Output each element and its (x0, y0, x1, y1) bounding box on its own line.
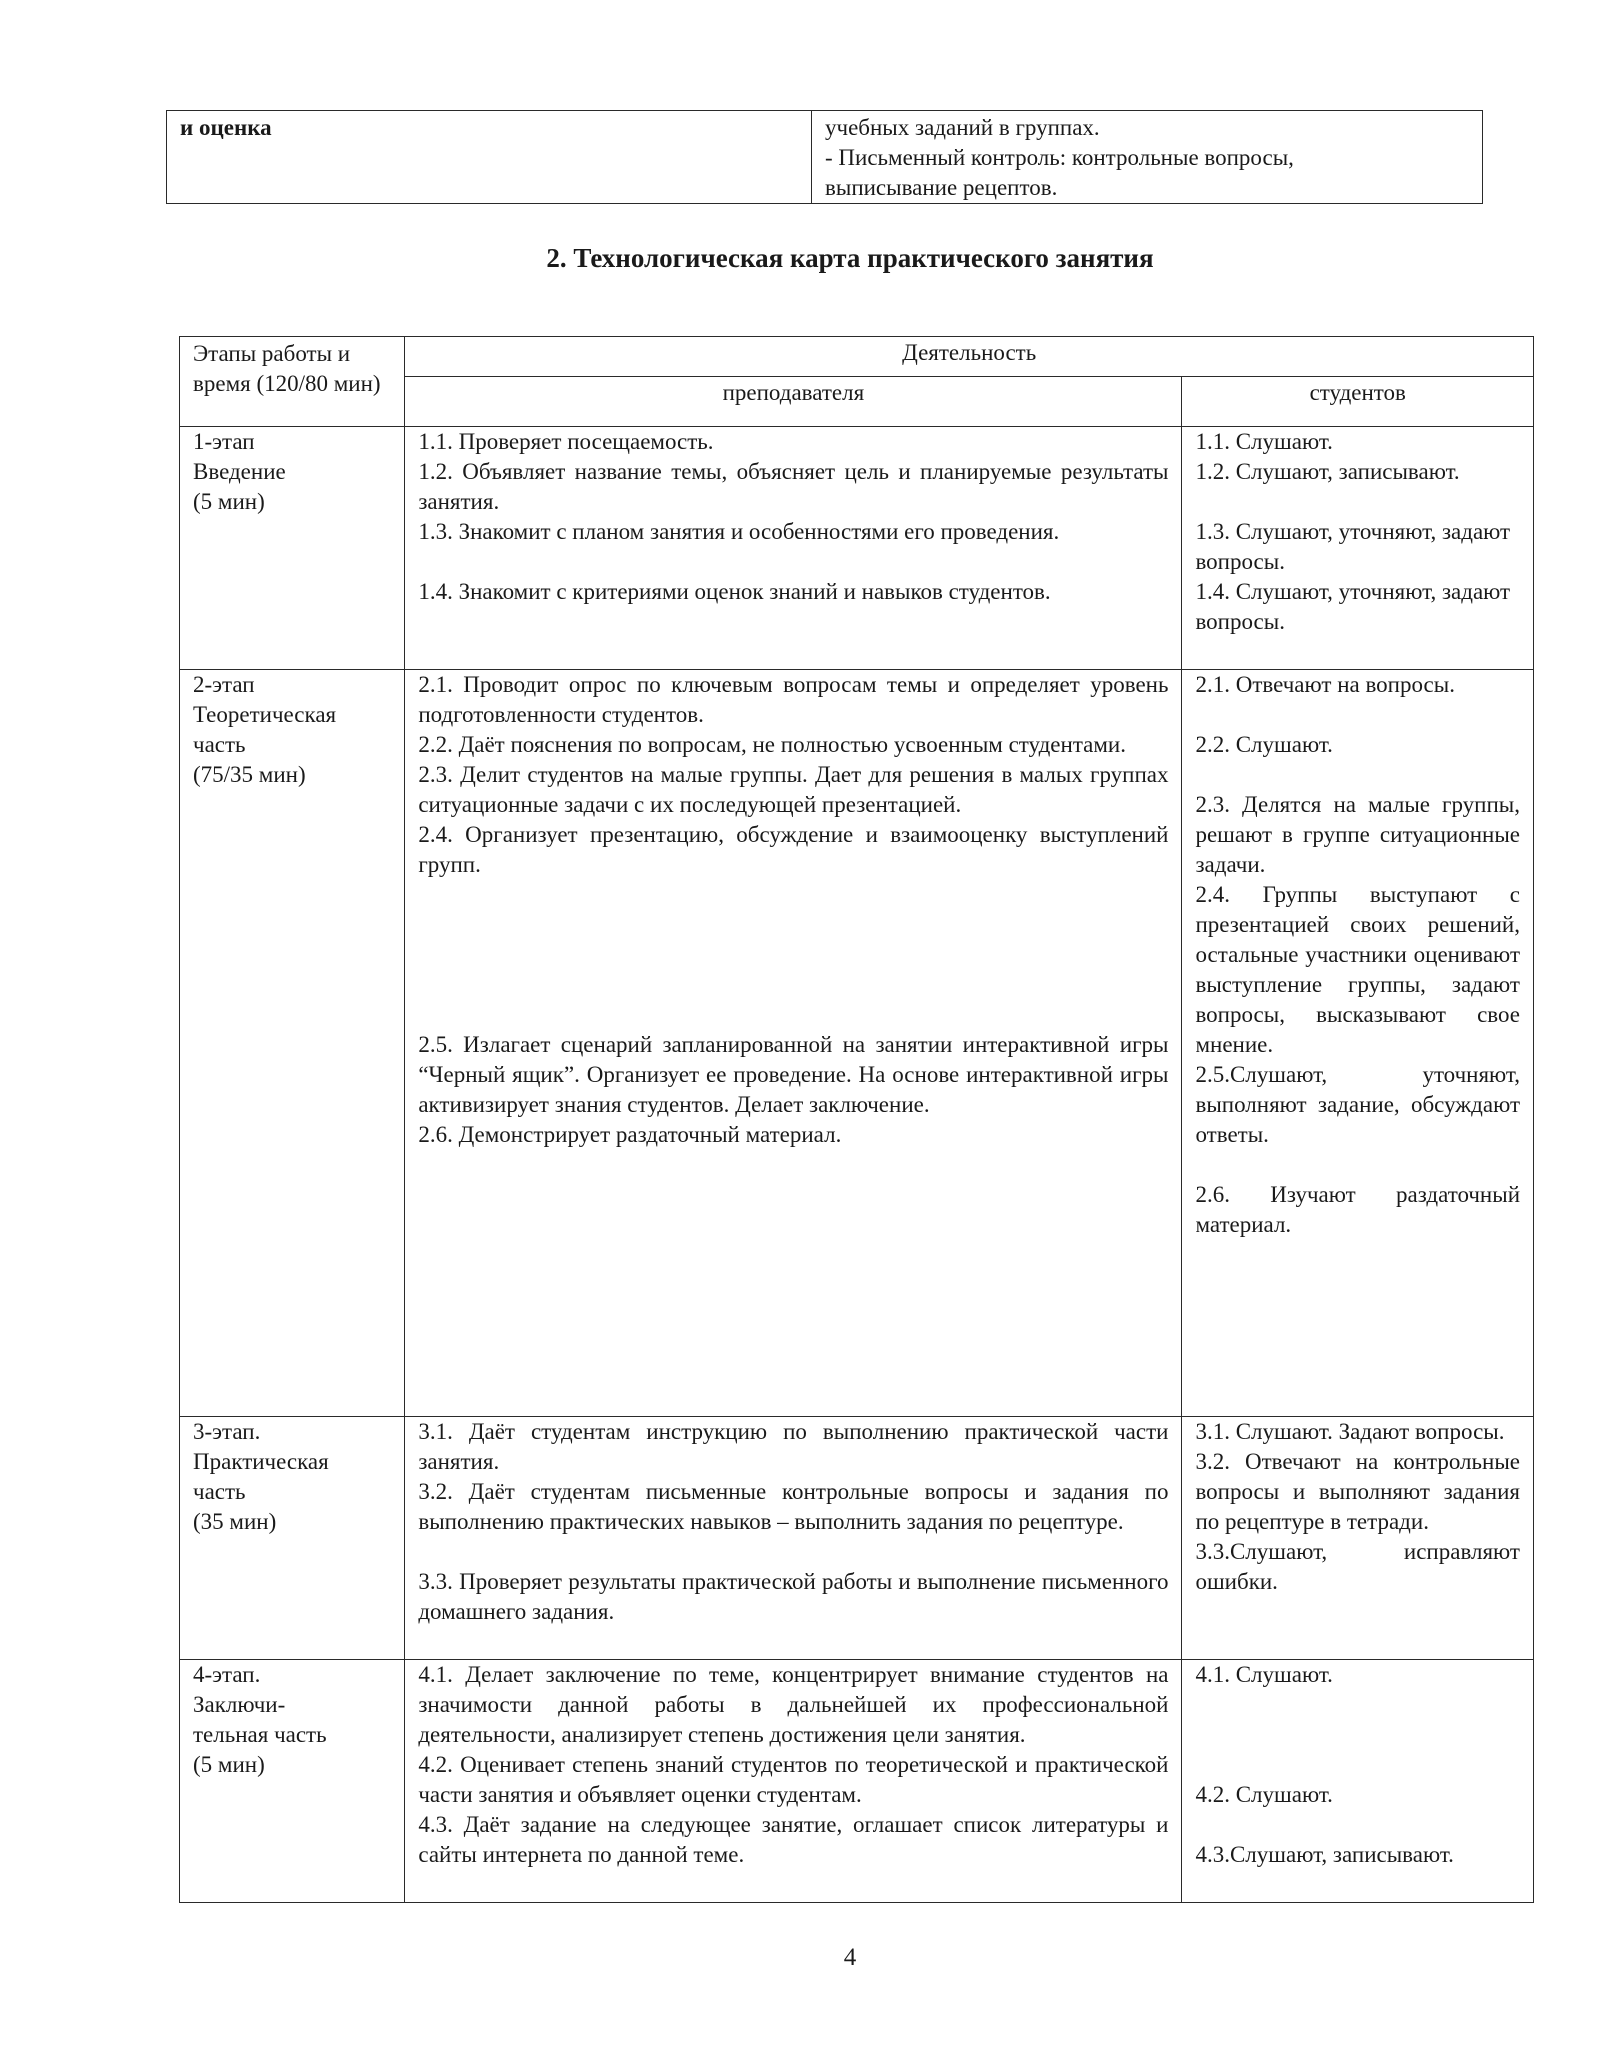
activity-paragraph: 3.2. Отвечают на контрольные вопросы и выполняют задания по рецептуре в тетради. (1195, 1449, 1520, 1534)
blank-line (418, 940, 1168, 970)
activity-paragraph: 1.1. Проверяет посещаемость. (418, 429, 714, 454)
teacher-activity-cell (405, 1660, 1182, 1903)
activity-paragraph: 4.1. Слушают. (1195, 1662, 1333, 1687)
stage-cell (180, 670, 405, 1417)
students-activity-cell (1182, 1660, 1534, 1903)
activity-paragraph: 3.3.Слушают, исправляют ошибки. (1195, 1539, 1520, 1594)
activity-paragraph: 4.2. Слушают. (1195, 1782, 1333, 1807)
activity-paragraph: 3.2. Даёт студентам письменные контрольные вопросы и задания по выполнению практических навыков – выполнить задания по рецептуре. (418, 1479, 1169, 1534)
table-row-stage-4 (180, 1660, 1534, 1903)
activity-paragraph: 1.2. Объявляет название темы, объясняет цель и планируемые результаты занятия. (418, 459, 1169, 514)
stage-label-line: (35 мин) (193, 1509, 277, 1534)
stage-cell (180, 1417, 405, 1660)
stage-label-line: часть (193, 1479, 246, 1504)
activity-paragraph: 3.1. Слушают. Задают вопросы. (1195, 1419, 1505, 1444)
table-row-stage-3 (180, 1417, 1534, 1660)
activity-paragraph: 2.2. Даёт пояснения по вопросам, не полностью усвоенным студентами. (418, 732, 1126, 757)
stage-label-line: (75/35 мин) (193, 762, 306, 787)
activity-paragraph: 4.2. Оценивает степень знаний студентов по теоретической и практической части занятия и объявляет оценки студентам. (418, 1752, 1169, 1807)
blank-line (1195, 487, 1520, 517)
activity-paragraph: 2.6. Демонстрирует раздаточный материал. (418, 1122, 842, 1147)
teacher-activity-cell (405, 1417, 1182, 1660)
students-activity-cell (1182, 670, 1534, 1417)
table-row-stage-1 (180, 427, 1534, 670)
header-teacher-cell: преподавателя (405, 377, 1182, 427)
stage-cell (180, 1660, 405, 1903)
activity-paragraph: 2.6. Изучают раздаточный материал. (1195, 1182, 1520, 1237)
teacher-activity-cell (405, 670, 1182, 1417)
students-activity-cell (1182, 1417, 1534, 1660)
continued-table-right-cell (812, 111, 1483, 204)
teacher-activity-cell (405, 427, 1182, 670)
stage-label-line: Заключи- (193, 1692, 286, 1717)
activity-paragraph: 2.4. Организует презентацию, обсуждение и взаимооценку выступлений групп. (418, 822, 1169, 877)
stage-label-line: тельная часть (193, 1722, 327, 1747)
activity-paragraph: 2.2. Слушают. (1195, 732, 1333, 757)
activity-paragraph: 2.3. Делятся на малые группы, решают в группе ситуационные задачи. (1195, 792, 1520, 877)
blank-line (1195, 1810, 1520, 1840)
stage-label-line: 4-этап. (193, 1662, 261, 1687)
continued-table (166, 110, 1483, 204)
blank-line (1195, 1690, 1520, 1720)
students-activity-cell (1182, 427, 1534, 670)
activity-paragraph: 1.4. Знакомит с критериями оценок знаний и навыков студентов. (418, 579, 1051, 604)
continued-line: - Письменный контроль: контрольные вопросы, (825, 145, 1294, 170)
blank-line (1195, 1750, 1520, 1780)
stage-label-line: 2-этап (193, 672, 255, 697)
blank-line (418, 970, 1168, 1000)
blank-line (1195, 760, 1520, 790)
activity-paragraph: 2.1. Проводит опрос по ключевым вопросам темы и определяет уровень подготовленности студентов. (418, 672, 1169, 727)
continued-line: учебных заданий в группах. (825, 115, 1100, 140)
blank-line (418, 910, 1168, 940)
blank-line (1195, 1720, 1520, 1750)
blank-line (418, 1000, 1168, 1030)
activity-paragraph: 2.1. Отвечают на вопросы. (1195, 672, 1455, 697)
activity-paragraph: 4.3.Слушают, записывают. (1195, 1842, 1454, 1867)
activity-paragraph: 1.2. Слушают, записывают. (1195, 459, 1460, 484)
activity-paragraph: 1.4. Слушают, уточняют, задают вопросы. (1195, 579, 1511, 634)
stage-label-line: (5 мин) (193, 489, 265, 514)
blank-line (418, 547, 1168, 577)
stage-label-line: Практическая (193, 1449, 329, 1474)
activity-paragraph: 1.1. Слушают. (1195, 429, 1333, 454)
activity-paragraph: 1.3. Слушают, уточняют, задают вопросы. (1195, 519, 1511, 574)
stage-label-line: 3-этап. (193, 1419, 261, 1444)
activity-paragraph: 2.4. Группы выступают с презентацией своих решений, остальные участники оценивают выступление группы, задают вопросы, высказывают свое мнение. (1195, 882, 1520, 1057)
continued-table-left-cell: и оценка (167, 111, 812, 204)
activity-paragraph: 2.3. Делит студентов на малые группы. Дает для решения в малых группах ситуационные задачи с их последующей презентацией. (418, 762, 1169, 817)
header-students-cell: студентов (1182, 377, 1534, 427)
stage-label-line: Введение (193, 459, 286, 484)
header-stage-cell: Этапы работы и время (120/80 мин) (180, 337, 405, 427)
stage-label-line: (5 мин) (193, 1752, 265, 1777)
stage-label-line: часть (193, 732, 246, 757)
stage-cell (180, 427, 405, 670)
stage-label-line: Теоретическая (193, 702, 337, 727)
stage-label-line: 1-этап (193, 429, 255, 454)
activity-paragraph: 3.3. Проверяет результаты практической работы и выполнение письменного домашнего задания. (418, 1569, 1169, 1624)
blank-line (1195, 700, 1520, 730)
activity-paragraph: 2.5. Излагает сценарий запланированной на занятии интерактивной игры “Черный ящик”. Организует ее проведение. На основе интерактивной игры активизирует знания студентов. Делает заключение. (418, 1032, 1169, 1117)
header-row-1 (180, 337, 1534, 377)
blank-line (418, 1537, 1168, 1567)
continued-table-row (167, 111, 1483, 204)
continued-line: выписывание рецептов. (825, 175, 1058, 200)
blank-line (418, 880, 1168, 910)
header-activity-cell: Деятельность (405, 337, 1534, 377)
technology-map-table (179, 336, 1534, 1903)
section-title: 2. Технологическая карта практического занятия (546, 243, 1154, 273)
activity-paragraph: 4.1. Делает заключение по теме, концентрирует внимание студентов на значимости данной работы в дальнейшей их профессиональной деятельности, анализирует степень достижения цели занятия. (418, 1662, 1169, 1747)
table-row-stage-2 (180, 670, 1534, 1417)
activity-paragraph: 1.3. Знакомит с планом занятия и особенностями его проведения. (418, 519, 1060, 544)
blank-line (1195, 1150, 1520, 1180)
page-number: 4 (843, 1944, 857, 1971)
activity-paragraph: 4.3. Даёт задание на следующее занятие, оглашает список литературы и сайты интернета по данной теме. (418, 1812, 1169, 1867)
activity-paragraph: 2.5.Слушают, уточняют, выполняют задание, обсуждают ответы. (1195, 1062, 1520, 1147)
activity-paragraph: 3.1. Даёт студентам инструкцию по выполнению практической части занятия. (418, 1419, 1169, 1474)
